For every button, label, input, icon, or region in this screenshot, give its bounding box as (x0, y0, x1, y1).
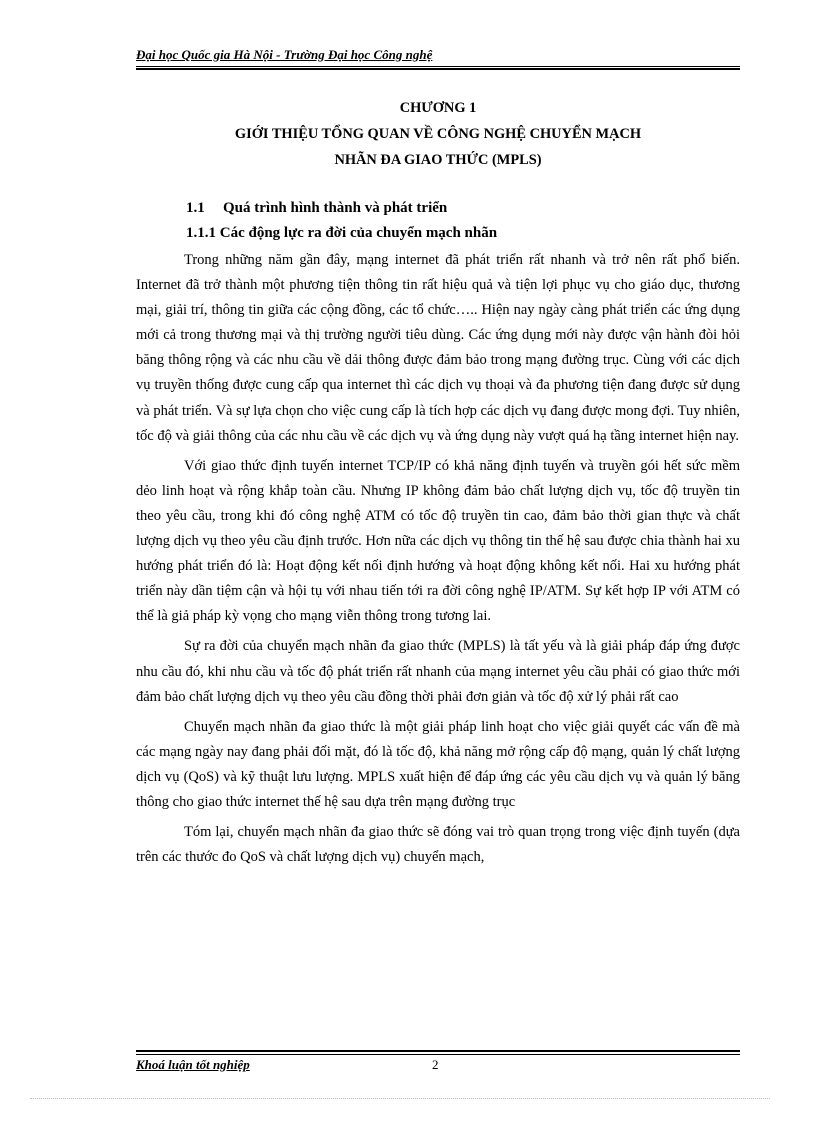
page-footer (136, 1057, 740, 1077)
paragraph: Với giao thức định tuyến internet TCP/IP có khả năng định tuyến và truyền gói hết sức mềm dẻo linh hoạt và rộng khắp toàn cầu. Nhưng IP không đảm bảo chất lượng dịch vụ, tốc độ truyền tin theo yêu cầu, trong khi đó công nghệ ATM có tốc độ truyền tin cao, đảm bảo thời gian thực và chất lượng dịch vụ theo yêu cầu định trước. Hơn nữa các dịch vụ thông tin thế hệ sau được chia thành hai xu hướng phát triển đó là: Hoạt động kết nối định hướng và hoạt động không kết nối. Hai xu hướng phát triển này dần tiệm cận và hội tụ với nhau tiến tới ra đời công nghệ IP/ATM. Sự kết hợp IP với ATM có thể là giả pháp kỳ vọng cho mạng viễn thông trong tương lai. (136, 457, 740, 625)
footer-rule-thin (136, 1054, 740, 1055)
footer-label: Khoá luận tốt nghiệp (136, 1057, 250, 1072)
section-heading-1-1 (186, 200, 447, 217)
section-title: Quá trình hình thành và phát triển (223, 200, 448, 216)
paragraph: Sự ra đời của chuyển mạch nhãn đa giao thức (MPLS) là tất yếu và là giải pháp đáp ứng được nhu cầu đó, khi nhu cầu và tốc độ phát triển rất nhanh của mạng internet yêu cầu phải có giao thức mới đảm bảo chất lượng dịch vụ theo yêu cầu đồng thời phải đơn giản và tốc độ xử lý phải rất cao (136, 638, 740, 705)
paragraph: Trong những năm gần đây, mạng internet đã phát triển rất nhanh và trở nên rất phổ biến. Internet đã trở thành một phương tiện thông tin rất hiệu quả và tiện lợi phục vụ cho giáo dục, thương mại, giải trí, thông tin giữa các cộng đồng, các tổ chức….. Hiện nay ngày càng phát triển các ứng dụng mới cả trong thương mại và thị trường người tiêu dùng. Các ứng dụng mới này được vận hành đòi hỏi băng thông rộng và các nhu cầu về dải thông được đảm bảo trong mạng đường trục. Cùng với các dịch vụ truyền thống được cung cấp qua internet thì các dịch vụ thoại và đa phương tiện đang được sử dụng và phát triển. Và sự lựa chọn cho việc cung cấp là tích hợp các dịch vụ đang được mong đợi. Tuy nhiên, tốc độ và giải thông của các nhu cầu về các dịch vụ và ứng dụng này vượt quá hạ tầng internet hiện nay. (136, 252, 740, 444)
section-number: 1.1 (186, 200, 205, 216)
page-number: 2 (432, 1057, 439, 1072)
paragraph: Chuyển mạch nhãn đa giao thức là một giải pháp linh hoạt cho việc giải quyết các vấn đề mà các mạng ngày nay đang phải đối mặt, đó là tốc độ, khả năng mở rộng cấp độ mạng, quản lý chất lượng dịch vụ (QoS) và kỹ thuật lưu lượng. MPLS xuất hiện để đáp ứng các yêu cầu dịch vụ và quản lý băng thông cho giao thức internet thế hệ sau dựa trên mạng đường trục (136, 718, 740, 810)
header-rule-thick (136, 68, 740, 70)
page-header-institution: Đại học Quốc gia Hà Nội - Trường Đại học Công nghệ (136, 47, 433, 62)
paragraph: Tóm lại, chuyển mạch nhãn đa giao thức sẽ đóng vai trò quan trọng trong việc định tuyến (dựa trên các thước đo QoS và chất lượng dịch vụ) chuyển mạch, (136, 824, 740, 866)
header-rule-thin (136, 66, 740, 67)
chapter-title-line-1: GIỚI THIỆU TỔNG QUAN VỀ CÔNG NGHỆ CHUYỂN MẠCH (234, 126, 642, 142)
page-bottom-divider (30, 1098, 770, 1099)
chapter-label: CHƯƠNG 1 (399, 100, 477, 116)
chapter-title-line-2: NHÃN ĐA GIAO THỨC (MPLS) (334, 152, 542, 168)
section-heading-1-1-1: 1.1.1 Các động lực ra đời của chuyển mạch nhãn (186, 225, 498, 241)
body-text (136, 248, 740, 875)
chapter-title-block (136, 95, 740, 173)
footer-rule-thick (136, 1050, 740, 1052)
